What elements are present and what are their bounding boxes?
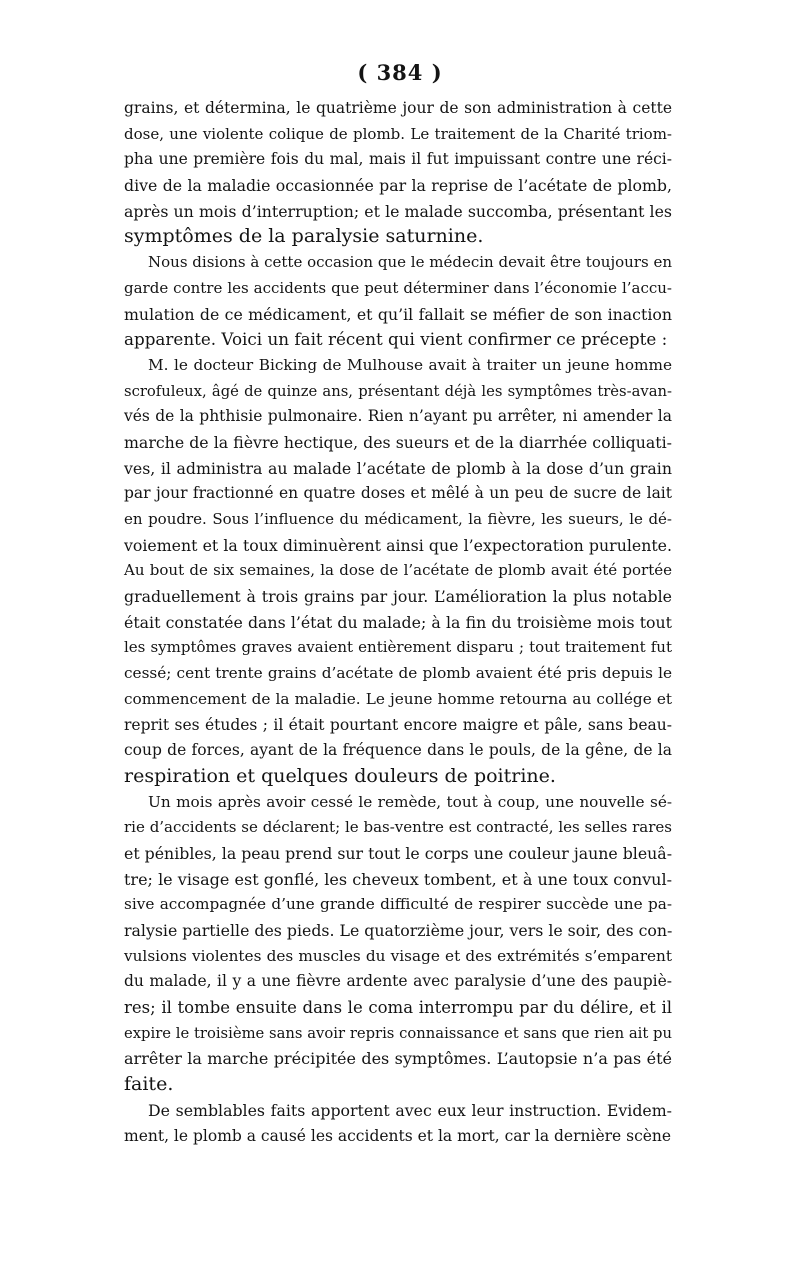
text-line: pha une première fois du mal, mais il fut impuissant contre une réci- xyxy=(124,150,672,169)
text-line: rie d’accidents se déclarent; le bas-ventre est contracté, les selles rares xyxy=(124,818,672,837)
text-line: Au bout de six semaines, la dose de l’acétate de plomb avait été portée xyxy=(124,561,672,580)
text-line: Un mois après avoir cessé le remède, tout à coup, une nouvelle sé- xyxy=(148,792,672,811)
page-number: ( 384 ) xyxy=(357,60,443,85)
text-line: tre; le visage est gonflé, les cheveux tombent, et à une toux convul- xyxy=(124,869,672,889)
paragraph xyxy=(124,353,672,790)
text-line: par jour fractionné en quatre doses et mêlé à un peu de sucre de lait xyxy=(124,484,672,503)
text-line: voiement et la toux diminuèrent ainsi que l’expectoration purulente. xyxy=(124,535,672,555)
text-line: mulation de ce médicament, et qu’il fallait se méfier de son inaction xyxy=(124,304,672,324)
text-line: vulsions violentes des muscles du visage et des extrémités s’emparent xyxy=(124,946,672,965)
text-line: en poudre. Sous l’influence du médicament, la fièvre, les sueurs, le dé- xyxy=(124,510,672,528)
text-line: dose, une violente colique de plomb. Le traitement de la Charité triom- xyxy=(124,124,672,143)
text-line: ves, il administra au malade l’acétate de plomb à la dose d’un grain xyxy=(124,458,672,478)
text-line: après un mois d’interruption; et le malade succomba, présentant les xyxy=(124,201,672,221)
text-line: arrêter la marche précipitée des symptômes. L’autopsie n’a pas été xyxy=(124,1049,672,1069)
text-line: du malade, il y a une fièvre ardente avec paralysie d’une des paupiè- xyxy=(124,972,672,991)
text-line: graduellement à trois grains par jour. L’amélioration la plus notable xyxy=(124,587,672,607)
text-line: et pénibles, la peau prend sur tout le corps une couleur jaune bleuâ- xyxy=(124,843,673,863)
paragraph xyxy=(124,96,672,250)
text-line: était constatée dans l’état du malade; à la fin du troisième mois tout xyxy=(124,612,672,632)
text-line: respiration et quelques douleurs de poitrine. xyxy=(124,764,556,787)
text-line: M. le docteur Bicking de Mulhouse avait à traiter un jeune homme xyxy=(148,355,672,374)
text-line: Nous disions à cette occasion que le médecin devait être toujours en xyxy=(148,253,672,272)
text-line: res; il tombe ensuite dans le coma interrompu par du délire, et il xyxy=(124,998,672,1018)
text-line: expire le troisième sans avoir repris connaissance et sans que rien ait pu xyxy=(124,1024,672,1042)
text-line: grains, et détermina, le quatrième jour de son administration à cette xyxy=(124,99,672,117)
text-line: vés de la phthisie pulmonaire. Rien n’ayant pu arrêter, ni amender la xyxy=(124,407,672,426)
text-line: dive de la maladie occasionnée par la reprise de l’acétate de plomb, xyxy=(124,176,672,196)
text-line: symptômes de la paralysie saturnine. xyxy=(124,225,484,248)
text-line: marche de la fièvre hectique, des sueurs et de la diarrhée colliquati- xyxy=(124,432,672,452)
paragraph xyxy=(124,1098,672,1149)
text-line: cessé; cent trente grains d’acétate de plomb avaient été pris depuis le xyxy=(124,664,672,683)
text-line: scrofuleux, âgé de quinze ans, présentant déjà les symptômes très-avan- xyxy=(124,382,672,400)
text-line: les symptômes graves avaient entièrement disparu ; tout traitement fut xyxy=(124,638,672,657)
text-line: ralysie partielle des pieds. Le quatorzième jour, vers le soir, des con- xyxy=(124,921,673,940)
text-line: De semblables faits apportent avec eux leur instruction. Evidem- xyxy=(148,1100,672,1120)
text-line: apparente. Voici un fait récent qui vient confirmer ce précepte : xyxy=(124,329,668,350)
paragraph xyxy=(124,250,672,353)
text-line: reprit ses études ; il était pourtant encore maigre et pâle, sans beau- xyxy=(124,715,672,734)
paragraph xyxy=(124,790,672,1098)
text-line: garde contre les accidents que peut déterminer dans l’économie l’accu- xyxy=(124,278,672,297)
text-line: sive accompagnée d’une grande difficulté de respirer succède une pa- xyxy=(124,895,672,914)
body-text xyxy=(124,96,672,1149)
text-line: coup de forces, ayant de la fréquence dans le pouls, de la gêne, de la xyxy=(124,741,672,760)
text-line: commencement de la maladie. Le jeune homme retourna au collége et xyxy=(124,689,672,708)
text-line: faite. xyxy=(124,1073,174,1096)
text-line: ment, le plomb a causé les accidents et la mort, car la dernière scène xyxy=(124,1126,672,1145)
